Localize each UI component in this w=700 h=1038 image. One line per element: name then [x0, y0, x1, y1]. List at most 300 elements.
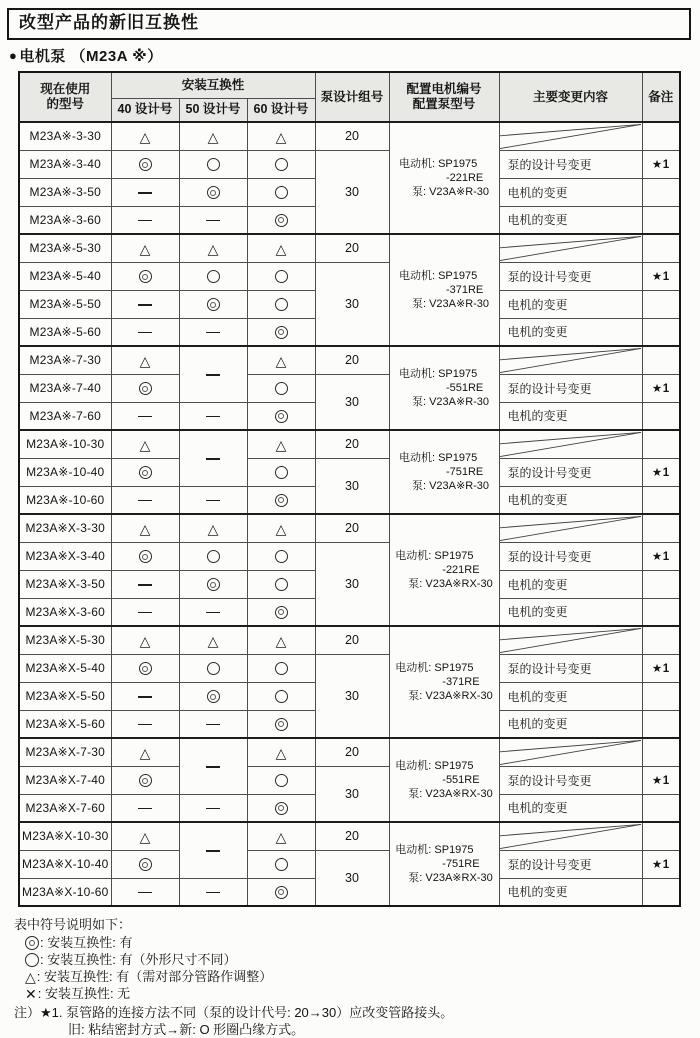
pump-design-group-cell: 20: [315, 234, 389, 262]
header-remark: 备注: [642, 72, 680, 122]
config-line: -371RE: [445, 284, 484, 296]
circle-symbol: [275, 270, 288, 283]
model-cell: M23A※X-3-30: [19, 514, 111, 542]
triangle-symbol: △: [139, 520, 151, 537]
model-cell: M23A※-5-60: [19, 318, 111, 346]
model-cell: M23A※X-7-40: [19, 766, 111, 794]
diagonal-slash: [500, 431, 642, 458]
dash-symbol: [138, 724, 152, 726]
symbol-cell: [179, 570, 247, 598]
symbol-cell: [111, 822, 179, 850]
double-circle-inner: [278, 805, 284, 811]
table-row: [19, 626, 680, 654]
double-circle-symbol: [139, 550, 152, 563]
changes-cell: 电机的变更: [499, 570, 642, 598]
diagonal-slash: [500, 739, 642, 766]
model-cell: M23A※X-10-40: [19, 850, 111, 878]
symbol-cell: [111, 234, 179, 262]
remark-cell: ★1: [642, 850, 680, 878]
table-row: [19, 542, 680, 570]
dash-symbol: [206, 612, 220, 614]
config-line: 电动机: SP1975: [398, 158, 478, 170]
symbol-cell: [247, 542, 315, 570]
triangle-symbol: △: [275, 632, 287, 649]
config-line: 泵: V23A※RX-30: [408, 872, 493, 884]
remark-cell: ★1: [642, 262, 680, 290]
dash-symbol: [206, 892, 220, 894]
triangle-symbol: △: [207, 632, 219, 649]
symbol-cell: [179, 178, 247, 206]
remark-cell: [642, 570, 680, 598]
model-cell: M23A※-7-30: [19, 346, 111, 374]
model-cell: M23A※-3-60: [19, 206, 111, 234]
model-cell: M23A※-3-30: [19, 122, 111, 150]
motor-pump-config-cell: [389, 626, 499, 738]
diagonal-slash: [500, 347, 642, 374]
legend-item-text: : 安装互换性: 有（需对部分管路作调整）: [36, 969, 273, 984]
triangle-symbol: △: [275, 520, 287, 537]
symbol-cell: [179, 654, 247, 682]
pump-design-group-cell: 20: [315, 738, 389, 766]
remark-cell: [642, 738, 680, 766]
symbol-cell: [111, 598, 179, 626]
table-row: [19, 346, 680, 374]
double-circle-symbol: [139, 774, 152, 787]
remark-cell: [642, 402, 680, 430]
changes-cell: 泵的设计号变更: [499, 850, 642, 878]
symbol-cell: [247, 766, 315, 794]
model-cell: M23A※X-7-30: [19, 738, 111, 766]
dash-symbol: [138, 696, 152, 698]
header-config-line1: 配置电机编号: [406, 82, 482, 96]
symbol-cell: [179, 150, 247, 178]
double-circle-symbol: [139, 270, 152, 283]
changes-cell: 电机的变更: [499, 598, 642, 626]
triangle-symbol: △: [25, 968, 36, 985]
model-cell: M23A※X-5-40: [19, 654, 111, 682]
circle-symbol: [275, 774, 288, 787]
pump-design-group-cell: 20: [315, 514, 389, 542]
dash-symbol: [206, 500, 220, 502]
diagonal-slash: [500, 515, 642, 542]
circle-symbol: [275, 690, 288, 703]
triangle-symbol: △: [275, 436, 287, 453]
dash-symbol: [206, 332, 220, 334]
symbol-cell: [111, 878, 179, 906]
double-circle-inner: [142, 386, 148, 392]
config-lines: [395, 843, 492, 885]
symbol-cell: [247, 682, 315, 710]
symbol-cell: [111, 710, 179, 738]
symbol-cell: [247, 710, 315, 738]
section-subtitle-text: 电机泵 （M23A ※）: [19, 48, 163, 65]
triangle-symbol: △: [275, 128, 287, 145]
header-design-40: 40 设计号: [111, 98, 179, 122]
cross-symbol: ✕: [25, 985, 37, 1002]
changes-cell: 电机的变更: [499, 290, 642, 318]
symbol-cell: [111, 626, 179, 654]
pump-design-group-cell: 20: [315, 822, 389, 850]
config-line: -221RE: [445, 172, 484, 184]
triangle-symbol: △: [207, 520, 219, 537]
model-cell: M23A※-10-30: [19, 430, 111, 458]
double-circle-symbol: [207, 298, 220, 311]
model-cell: M23A※-5-50: [19, 290, 111, 318]
diagonal-slash: [500, 123, 642, 150]
motor-pump-config-cell: [389, 430, 499, 514]
diagonal-slash: [500, 823, 642, 850]
symbol-cell: [179, 402, 247, 430]
triangle-symbol: △: [139, 352, 151, 369]
symbol-cell: [179, 262, 247, 290]
circle-symbol: [207, 550, 220, 563]
table-row: [19, 822, 680, 850]
double-circle-symbol: [207, 186, 220, 199]
config-line: -751RE: [445, 466, 484, 478]
legend-item: [25, 934, 700, 951]
motor-pump-config-cell: [389, 822, 499, 906]
double-circle-inner: [278, 329, 284, 335]
header-pump-design-group: 泵设计组号: [315, 72, 389, 122]
config-line: 泵: V23A※R-30: [411, 186, 490, 198]
legend-items: [14, 934, 700, 1002]
symbol-cell: [111, 682, 179, 710]
dash-symbol: [138, 892, 152, 894]
table-row: [19, 122, 680, 150]
config-line: 泵: V23A※R-30: [411, 396, 490, 408]
symbol-cell: [111, 542, 179, 570]
dash-symbol: [138, 584, 152, 586]
pump-design-group-cell: 20: [315, 430, 389, 458]
double-circle-inner: [142, 666, 148, 672]
symbol-cell: [179, 542, 247, 570]
double-circle-symbol: [275, 606, 288, 619]
model-cell: M23A※-3-40: [19, 150, 111, 178]
header-design-50: 50 设计号: [179, 98, 247, 122]
config-line: 泵: V23A※RX-30: [408, 578, 493, 590]
config-line: -371RE: [442, 676, 480, 688]
dash-symbol: [206, 724, 220, 726]
symbol-cell: [247, 570, 315, 598]
symbol-cell: [247, 850, 315, 878]
double-circle-symbol: [139, 662, 152, 675]
changes-cell: 电机的变更: [499, 318, 642, 346]
model-cell: M23A※-7-60: [19, 402, 111, 430]
motor-pump-config-cell: [389, 346, 499, 430]
symbol-cell: [111, 766, 179, 794]
symbol-cell: [179, 598, 247, 626]
symbol-cell: [111, 458, 179, 486]
dash-symbol: [206, 416, 220, 418]
symbol-cell: [247, 346, 315, 374]
double-circle-inner: [210, 582, 216, 588]
table-row: [19, 514, 680, 542]
symbol-cell: [247, 402, 315, 430]
remark-cell: [642, 486, 680, 514]
header-design-60: 60 设计号: [247, 98, 315, 122]
symbol-cell: [111, 150, 179, 178]
motor-pump-config-cell: [389, 122, 499, 234]
symbol-cell: [247, 262, 315, 290]
legend-item-text: : 安装互换性: 无: [37, 986, 131, 1001]
motor-pump-config-cell: [389, 514, 499, 626]
double-circle-inner: [210, 190, 216, 196]
double-circle-symbol: [275, 494, 288, 507]
triangle-symbol: △: [139, 128, 151, 145]
pump-design-group-cell: 30: [315, 374, 389, 430]
symbol-cell: [179, 682, 247, 710]
changes-cell: 电机的变更: [499, 710, 642, 738]
circle-symbol: [275, 662, 288, 675]
symbol-cell: [179, 122, 247, 150]
table-row: [19, 766, 680, 794]
triangle-symbol: △: [275, 352, 287, 369]
config-line: -221RE: [442, 564, 480, 576]
triangle-symbol: △: [139, 436, 151, 453]
header-install-compat: 安装互换性: [111, 72, 315, 98]
changes-cell: 电机的变更: [499, 178, 642, 206]
double-circle-inner: [142, 554, 148, 560]
triangle-symbol: △: [139, 240, 151, 257]
double-circle-symbol: [275, 802, 288, 815]
symbol-cell: [111, 794, 179, 822]
table-row: [19, 738, 680, 766]
symbol-cell: [111, 206, 179, 234]
config-line: 泵: V23A※RX-30: [408, 788, 493, 800]
changes-cell: 泵的设计号变更: [499, 766, 642, 794]
legend-item-text: : 安装互换性: 有: [40, 935, 133, 950]
model-cell: M23A※-5-40: [19, 262, 111, 290]
table-header: [19, 72, 680, 122]
compat-table-body: [19, 122, 680, 906]
config-lines: [395, 661, 492, 703]
model-cell: M23A※X-3-60: [19, 598, 111, 626]
symbol-cell: [179, 738, 247, 794]
pump-design-group-cell: 30: [315, 458, 389, 514]
pump-design-group-cell: 30: [315, 150, 389, 234]
changes-cell: 泵的设计号变更: [499, 374, 642, 402]
symbol-cell: [179, 430, 247, 486]
changes-diagonal-cell: [499, 514, 642, 542]
legend-item: [25, 968, 700, 985]
dash-symbol: [206, 458, 220, 460]
symbol-cell: [111, 738, 179, 766]
config-line: 电动机: SP1975: [395, 844, 474, 856]
config-line: 电动机: SP1975: [395, 760, 474, 772]
header-current-model-line1: 现在使用: [40, 82, 91, 96]
dash-symbol: [206, 808, 220, 810]
symbol-cell: [247, 150, 315, 178]
config-line: 电动机: SP1975: [395, 550, 474, 562]
circle-symbol: [275, 298, 288, 311]
changes-cell: 泵的设计号变更: [499, 262, 642, 290]
circle-symbol: [207, 662, 220, 675]
symbol-cell: [247, 458, 315, 486]
config-line: -551RE: [445, 382, 484, 394]
circle-symbol: [275, 550, 288, 563]
motor-pump-config-cell: [389, 738, 499, 822]
symbol-cell: [179, 514, 247, 542]
circle-symbol: [275, 466, 288, 479]
symbol-cell: [111, 570, 179, 598]
remark-cell: [642, 822, 680, 850]
symbol-cell: [179, 234, 247, 262]
symbol-cell: [179, 710, 247, 738]
double-circle-inner: [142, 778, 148, 784]
pump-design-group-cell: 30: [315, 262, 389, 346]
changes-diagonal-cell: [499, 822, 642, 850]
symbol-cell: [111, 654, 179, 682]
symbol-cell: [247, 654, 315, 682]
changes-diagonal-cell: [499, 738, 642, 766]
symbol-cell: [247, 514, 315, 542]
header-config: [389, 72, 499, 122]
config-lines: [399, 269, 489, 311]
symbol-cell: [111, 318, 179, 346]
symbol-cell: [247, 598, 315, 626]
config-line: 泵: V23A※RX-30: [408, 690, 493, 702]
circle-symbol: [207, 158, 220, 171]
symbol-cell: [179, 346, 247, 402]
page-title: [7, 8, 691, 40]
header-main-changes: 主要变更内容: [499, 72, 642, 122]
pump-design-group-cell: 20: [315, 122, 389, 150]
remark-cell: [642, 318, 680, 346]
double-circle-inner: [142, 162, 148, 168]
changes-cell: 泵的设计号变更: [499, 458, 642, 486]
remark-cell: ★1: [642, 542, 680, 570]
model-cell: M23A※-5-30: [19, 234, 111, 262]
config-line: 电动机: SP1975: [395, 662, 474, 674]
header-config-line2: 配置泵型号: [412, 97, 476, 111]
triangle-symbol: △: [275, 828, 287, 845]
changes-cell: 电机的变更: [499, 682, 642, 710]
symbol-cell: [111, 402, 179, 430]
legend-item: [25, 985, 700, 1002]
double-circle-symbol: [275, 718, 288, 731]
symbol-cell: [179, 290, 247, 318]
dash-symbol: [138, 612, 152, 614]
dash-symbol: [138, 304, 152, 306]
double-circle-inner: [278, 889, 284, 895]
remark-cell: [642, 178, 680, 206]
section-subtitle: [9, 45, 700, 66]
double-circle-inner: [278, 609, 284, 615]
dash-symbol: [138, 808, 152, 810]
changes-diagonal-cell: [499, 626, 642, 654]
symbol-cell: [111, 514, 179, 542]
symbol-cell: [111, 346, 179, 374]
pump-design-group-cell: 30: [315, 850, 389, 906]
note-line2: 旧: 粘结密封方式→新: O 形圈凸缘方式。: [68, 1022, 305, 1037]
changes-cell: 电机的变更: [499, 794, 642, 822]
config-line: 电动机: SP1975: [398, 368, 478, 380]
symbol-cell: [247, 206, 315, 234]
symbol-cell: [111, 262, 179, 290]
legend-item: [25, 951, 700, 968]
triangle-symbol: △: [275, 744, 287, 761]
double-circle-symbol: [207, 578, 220, 591]
remark-cell: ★1: [642, 374, 680, 402]
config-line: 泵: V23A※R-30: [411, 480, 490, 492]
note-line1: 注）★1. 泵管路的连接方法不同（泵的设计代号: 20→30）应改变管路接头。: [14, 1005, 454, 1020]
dash-symbol: [138, 192, 152, 194]
triangle-symbol: △: [139, 632, 151, 649]
circle-symbol: [207, 270, 220, 283]
symbol-cell: [179, 878, 247, 906]
dash-symbol: [206, 766, 220, 768]
config-lines: [399, 367, 489, 409]
changes-cell: 泵的设计号变更: [499, 542, 642, 570]
remark-cell: ★1: [642, 654, 680, 682]
table-row: [19, 458, 680, 486]
pump-design-group-cell: 20: [315, 626, 389, 654]
changes-cell: 电机的变更: [499, 206, 642, 234]
double-circle-symbol: [139, 858, 152, 871]
symbol-cell: [111, 374, 179, 402]
remark-cell: [642, 626, 680, 654]
model-cell: M23A※-3-50: [19, 178, 111, 206]
double-circle-inner: [210, 302, 216, 308]
changes-cell: 泵的设计号变更: [499, 654, 642, 682]
page-title-text: 改型产品的新旧互换性: [19, 13, 199, 32]
double-circle-symbol: [275, 214, 288, 227]
remark-cell: [642, 206, 680, 234]
double-circle-symbol: [207, 690, 220, 703]
symbol-cell: [179, 626, 247, 654]
model-cell: M23A※X-5-60: [19, 710, 111, 738]
remark-cell: [642, 598, 680, 626]
circle-symbol: [275, 382, 288, 395]
double-circle-inner: [278, 721, 284, 727]
symbol-cell: [111, 290, 179, 318]
config-line: -751RE: [442, 858, 480, 870]
remark-cell: [642, 794, 680, 822]
symbol-cell: [247, 878, 315, 906]
symbol-cell: [247, 374, 315, 402]
dash-symbol: [138, 500, 152, 502]
remark-cell: [642, 430, 680, 458]
remark-cell: [642, 346, 680, 374]
symbol-cell: [111, 850, 179, 878]
changes-cell: 电机的变更: [499, 486, 642, 514]
symbol-cell: [247, 290, 315, 318]
triangle-symbol: △: [275, 240, 287, 257]
triangle-symbol: △: [207, 128, 219, 145]
model-cell: M23A※X-5-30: [19, 626, 111, 654]
double-circle-symbol: [25, 936, 39, 950]
config-line: 泵: V23A※R-30: [411, 298, 490, 310]
remark-cell: [642, 290, 680, 318]
dash-symbol: [206, 374, 220, 376]
legend-title: 表中符号说明如下：: [14, 917, 132, 932]
compatibility-table: [18, 71, 681, 907]
symbol-cell: [247, 738, 315, 766]
config-line: 电动机: SP1975: [398, 270, 478, 282]
model-cell: M23A※X-10-60: [19, 878, 111, 906]
symbol-cell: [179, 486, 247, 514]
symbol-cell: [247, 626, 315, 654]
symbol-cell: [247, 122, 315, 150]
symbol-cell: [247, 822, 315, 850]
pump-design-group-cell: 30: [315, 542, 389, 626]
symbol-cell: [247, 178, 315, 206]
double-circle-symbol: [139, 158, 152, 171]
double-circle-symbol: [139, 466, 152, 479]
pump-design-group-cell: 30: [315, 766, 389, 822]
header-current-model-line2: 的型号: [46, 97, 84, 111]
remark-cell: [642, 122, 680, 150]
